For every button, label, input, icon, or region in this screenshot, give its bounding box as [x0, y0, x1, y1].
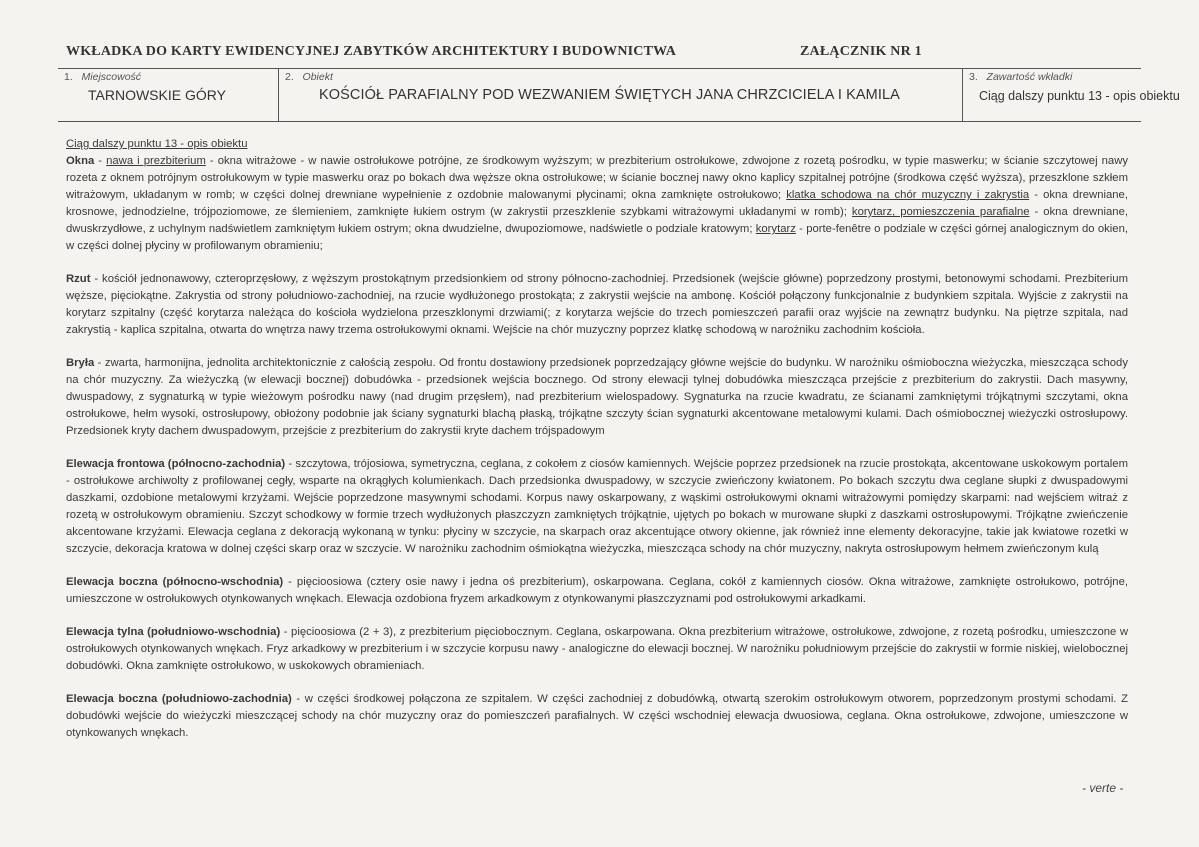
field-contents-value: Ciąg dalszy punktu 13 - opis obiektu [979, 89, 1180, 103]
section-okna-text-e: - porte-fenêtre o podziale w części górnej analogicznym do okien, w części dolnej płyciny w profilowanym obramieniu; [66, 223, 1128, 252]
section-rzut-heading: Rzut [66, 273, 91, 285]
section-bryla [66, 355, 1128, 440]
section-okna-text-a: - [94, 155, 107, 167]
section-bryla-text: - zwarta, harmonijna, jednolita architektonicznie z całością zespołu. Od frontu dostawiony przedsionek poprzedzający główne wejście do budynku. W narożniku ośmioboczna wieżyczka, mieszcząca schody na chór muzyczny. Za wieżyczką (w elewacji bocznej) dobudówka - przedsionek wejścia bocznego. Od strony elewacji tylnej dobudówka mieszcząca przejście z prezbiterium do zakrystii. Dach masywny, dwuspadowy, z sygnaturką w typie wieżowym pośrodku nawy (nad drugim przęsłem), nad prezbiterium wielospadowy. Sygnaturka na rzucie kwadratu, ze ścianami zamkniętymi trójkątnymi szczytami, okna ostrołukowe, hełm wysoki, ostrosłupowy, obłożony podobnie jak ściany sygnaturki blachą płaską, trójkątne szczyty ścian sygnaturki akcentowane metalowymi kulami. Dach ośmiobocznej wieżyczki ostrosłupowy. Przedsionek kryty dachem dwuspadowym, przejście z prezbiterium do zakrystii kryte dachem trójspadowym [66, 357, 1128, 437]
section-elewacja-tylna [66, 624, 1128, 675]
verte-note: - verte - [1082, 781, 1124, 795]
section-okna-sub-nawa: nawa i prezbiterium [106, 155, 206, 167]
field-object-value: KOŚCIÓŁ PARAFIALNY POD WEZWANIEM ŚWIĘTYCH JANA CHRZCICIELA I KAMILA [319, 87, 900, 103]
section-elewacja-boczna-pd [66, 691, 1128, 742]
field-object-label [285, 71, 333, 83]
section-okna-heading: Okna [66, 155, 95, 167]
section-rzut-text: - kościół jednonawowy, czteroprzęsłowy, z węższym prostokątnym przedsionkiem od strony północno-zachodniej. Przedsionek (wejście główne) poprzedzony prostymi, betonowymi schodami. Prezbiterium węższe, pięciokątne. Zakrystia od strony południowo-zachodniej, na rzucie wydłużonego prostokąta; z zakrystii wejście na ambonę. Kościół połączony funkcjonalnie z budynkiem szpitala. Wyjście z zakrystii na korytarz szpitalny (część korytarza należąca do kościoła wydzielona przeszklonymi drzwiami(; z korytarza wejście do trzech pomieszczeń parafii oraz wyjście na zewnątrz budynku. Na piętrze szpitala, nad zakrystią - kaplica szpitalna, otwarta do wnętrza nawy trzema ostrołukowymi oknami. Wejście na chór muzyczny poprzez klatkę schodową w narożniku zachodnim kościoła. [66, 273, 1128, 336]
section-okna-text-c: - okna drewniane, krosnowe, jednodzielne, trójpoziomowe, ze ślemieniem, zamknięte łukiem ostrym (w zakrystii przeszklenie szybkami witrażowymi układanymi w romb); [66, 189, 1128, 218]
section-elewacja-frontowa [66, 456, 1128, 558]
field-object [278, 69, 963, 121]
field-contents-number: 3. [969, 71, 978, 83]
document-header [66, 44, 1136, 60]
section-elewacja-tylna-heading: Elewacja tylna (południowo-wschodnia) [66, 626, 281, 638]
field-contents-label [969, 71, 1072, 83]
section-elewacja-boczna-pn-text: - pięcioosiowa (cztery osie nawy i jedna oś prezbiterium), oskarpowana. Ceglana, cokół z kamiennych ciosów. Okna witrażowe, zamknięte ostrołukowo, potrójne, umieszczone w ostrołukowych otynkowanych wnękach. Elewacja ozdobiona fryzem arkadkowym z otynkowanymi płaszczyznami pod ostrołukowymi arkadkami. [66, 576, 1128, 605]
continuation-title: Ciąg dalszy punktu 13 - opis obiektu [66, 138, 248, 150]
section-elewacja-frontowa-text: - szczytowa, trójosiowa, symetryczna, ceglana, z cokołem z ciosów kamiennych. Wejście poprzez przedsionek na rzucie prostokąta, akcentowane uskokowym portalem - ostrołukowe archiwolty z profilowanej cegły, wsparte na okrągłych kolumienkach. Dach przedsionka dwuspadowy, w szczycie zwieńczony kwiatonem. Po bokach szczytu dwa ceglane słupki z dwuspadowymi daszkami, ozdobione metalowymi krzyżami. Wejście poprzedzone masywnymi schodami. Korpus nawy oskarpowany, z wąskimi ostrołukowymi oknami witrażowymi pomiędzy skarpami: nad wejściem witraż z rozetą w ostrołukowym obramieniu. Szczyt schodkowy w formie trzech wydłużonych płaszczyzn zamkniętych trójkątnie, ujętych po bokach w murowane słupki z daszkami ostrosłupowymi. Trójkątne zwieńczenie akcentowane krzyżami. Elewacja ceglana z dekoracją wykonaną w tynku: płyciny w szczycie, na skarpach oraz akcentujące otwory okienne, jak również inne elementy dekoracyjne, takie jak kwiatowe rozetki w szczycie, dekoracja kratowa w dolnej części skarp oraz w szczycie. W narożniku zachodnim ośmiokątna wieżyczka, mieszcząca schody na chór muzyczny, nakryta ostrosłupowym hełmem zwieńczonym kulą [66, 458, 1128, 555]
section-elewacja-tylna-text: - pięcioosiowa (2 + 3), z prezbiterium pięciobocznym. Ceglana, oskarpowana. Okna prezbiterium witrażowe, ostrołukowe, zdwojone, z rozetą pośrodku, umieszczone w ostrołukowych otynkowanych wnękach. Fryz arkadkowy w prezbiterium i w szczycie korpusu nawy - analogiczne do elewacji bocznej. W narożniku południowym przejście do zakrystii w formie niskiej, wielobocznej dobudówki. Okna zamknięte ostrołukowo, w uskokowych obramieniach. [66, 626, 1129, 672]
section-okna-text-d: - okna drewniane, dwuskrzydłowe, z uchylnym nadświetlem zamkniętym łukiem ostrym; okna dwudzielne, dwupoziomowe, nadświetle o podziale kratowym; [66, 206, 1128, 235]
section-elewacja-boczna-pd-text: - w części środkowej połączona ze szpitalem. W części zachodniej z dobudówką, otwartą szerokim ostrołukowym otworem, poprzedzonym prostymi schodami. Z dobudówki wejście do wieżyczki mieszczącej schody na chór muzyczny oraz do pomieszczeń parafialnych. W części wschodniej elewacja dwuosiowa, ceglana. Okna ostrołukowe, zdwojone, umieszczone w otynkowanych wnękach. [66, 693, 1128, 739]
field-locality [58, 69, 277, 121]
section-rzut [66, 271, 1128, 339]
field-locality-value: TARNOWSKIE GÓRY [88, 87, 226, 103]
section-elewacja-boczna-pn-heading: Elewacja boczna (północno-wschodnia) [66, 576, 284, 588]
field-object-caption: Obiekt [302, 71, 333, 83]
header-fields [58, 68, 1180, 122]
field-contents-caption: Zawartość wkładki [986, 71, 1073, 83]
section-elewacja-boczna-pd-heading: Elewacja boczna (południowo-zachodnia) [66, 693, 292, 705]
field-locality-caption: Miejscowość [81, 71, 142, 83]
section-okna-sub-korytarz: korytarz [755, 223, 796, 235]
section-okna-sub-korytarz-pomieszczenia: korytarz, pomieszczenia parafialne [851, 206, 1030, 218]
section-okna-sub-klatka: klatka schodowa na chór muzyczny i zakrystia [786, 189, 1030, 201]
document-body [66, 136, 1128, 758]
field-contents [962, 69, 1180, 121]
section-elewacja-frontowa-heading: Elewacja frontowa (północno-zachodnia) [66, 458, 286, 470]
field-object-number: 2. [285, 71, 294, 83]
document-title: WKŁADKA DO KARTY EWIDENCYJNEJ ZABYTKÓW ARCHITEKTURY I BUDOWNICTWA [66, 44, 677, 59]
section-okna-text-b: - okna witrażowe - w nawie ostrołukowe potrójne, ze środkowym wyższym; w prezbiterium ostrołukowe, zdwojone z rozetą pośrodku, w typie maswerku; w ścianie szczytowej nawy rozeta z oknem potrójnym ostrołukowym w typie maswerku oraz po bokach dwa węższe okna ostrołukowe; w ścianie bocznej nawy okno kaplicy szpitalnej potrójne (środkowa część wyższa), przeszklone szkłem witrażowym, układanym w romb; w części dolnej drewniane wypełnienie z ozdobnie malowanymi płycinami; okna zamknięte ostrołukowo; [66, 155, 1128, 201]
section-bryla-heading: Bryła [66, 357, 95, 369]
field-locality-label [64, 71, 141, 83]
attachment-label: ZAŁĄCZNIK NR 1 [800, 44, 922, 59]
section-elewacja-boczna-pn [66, 574, 1128, 608]
field-locality-number: 1. [64, 71, 73, 83]
section-okna [66, 153, 1128, 255]
